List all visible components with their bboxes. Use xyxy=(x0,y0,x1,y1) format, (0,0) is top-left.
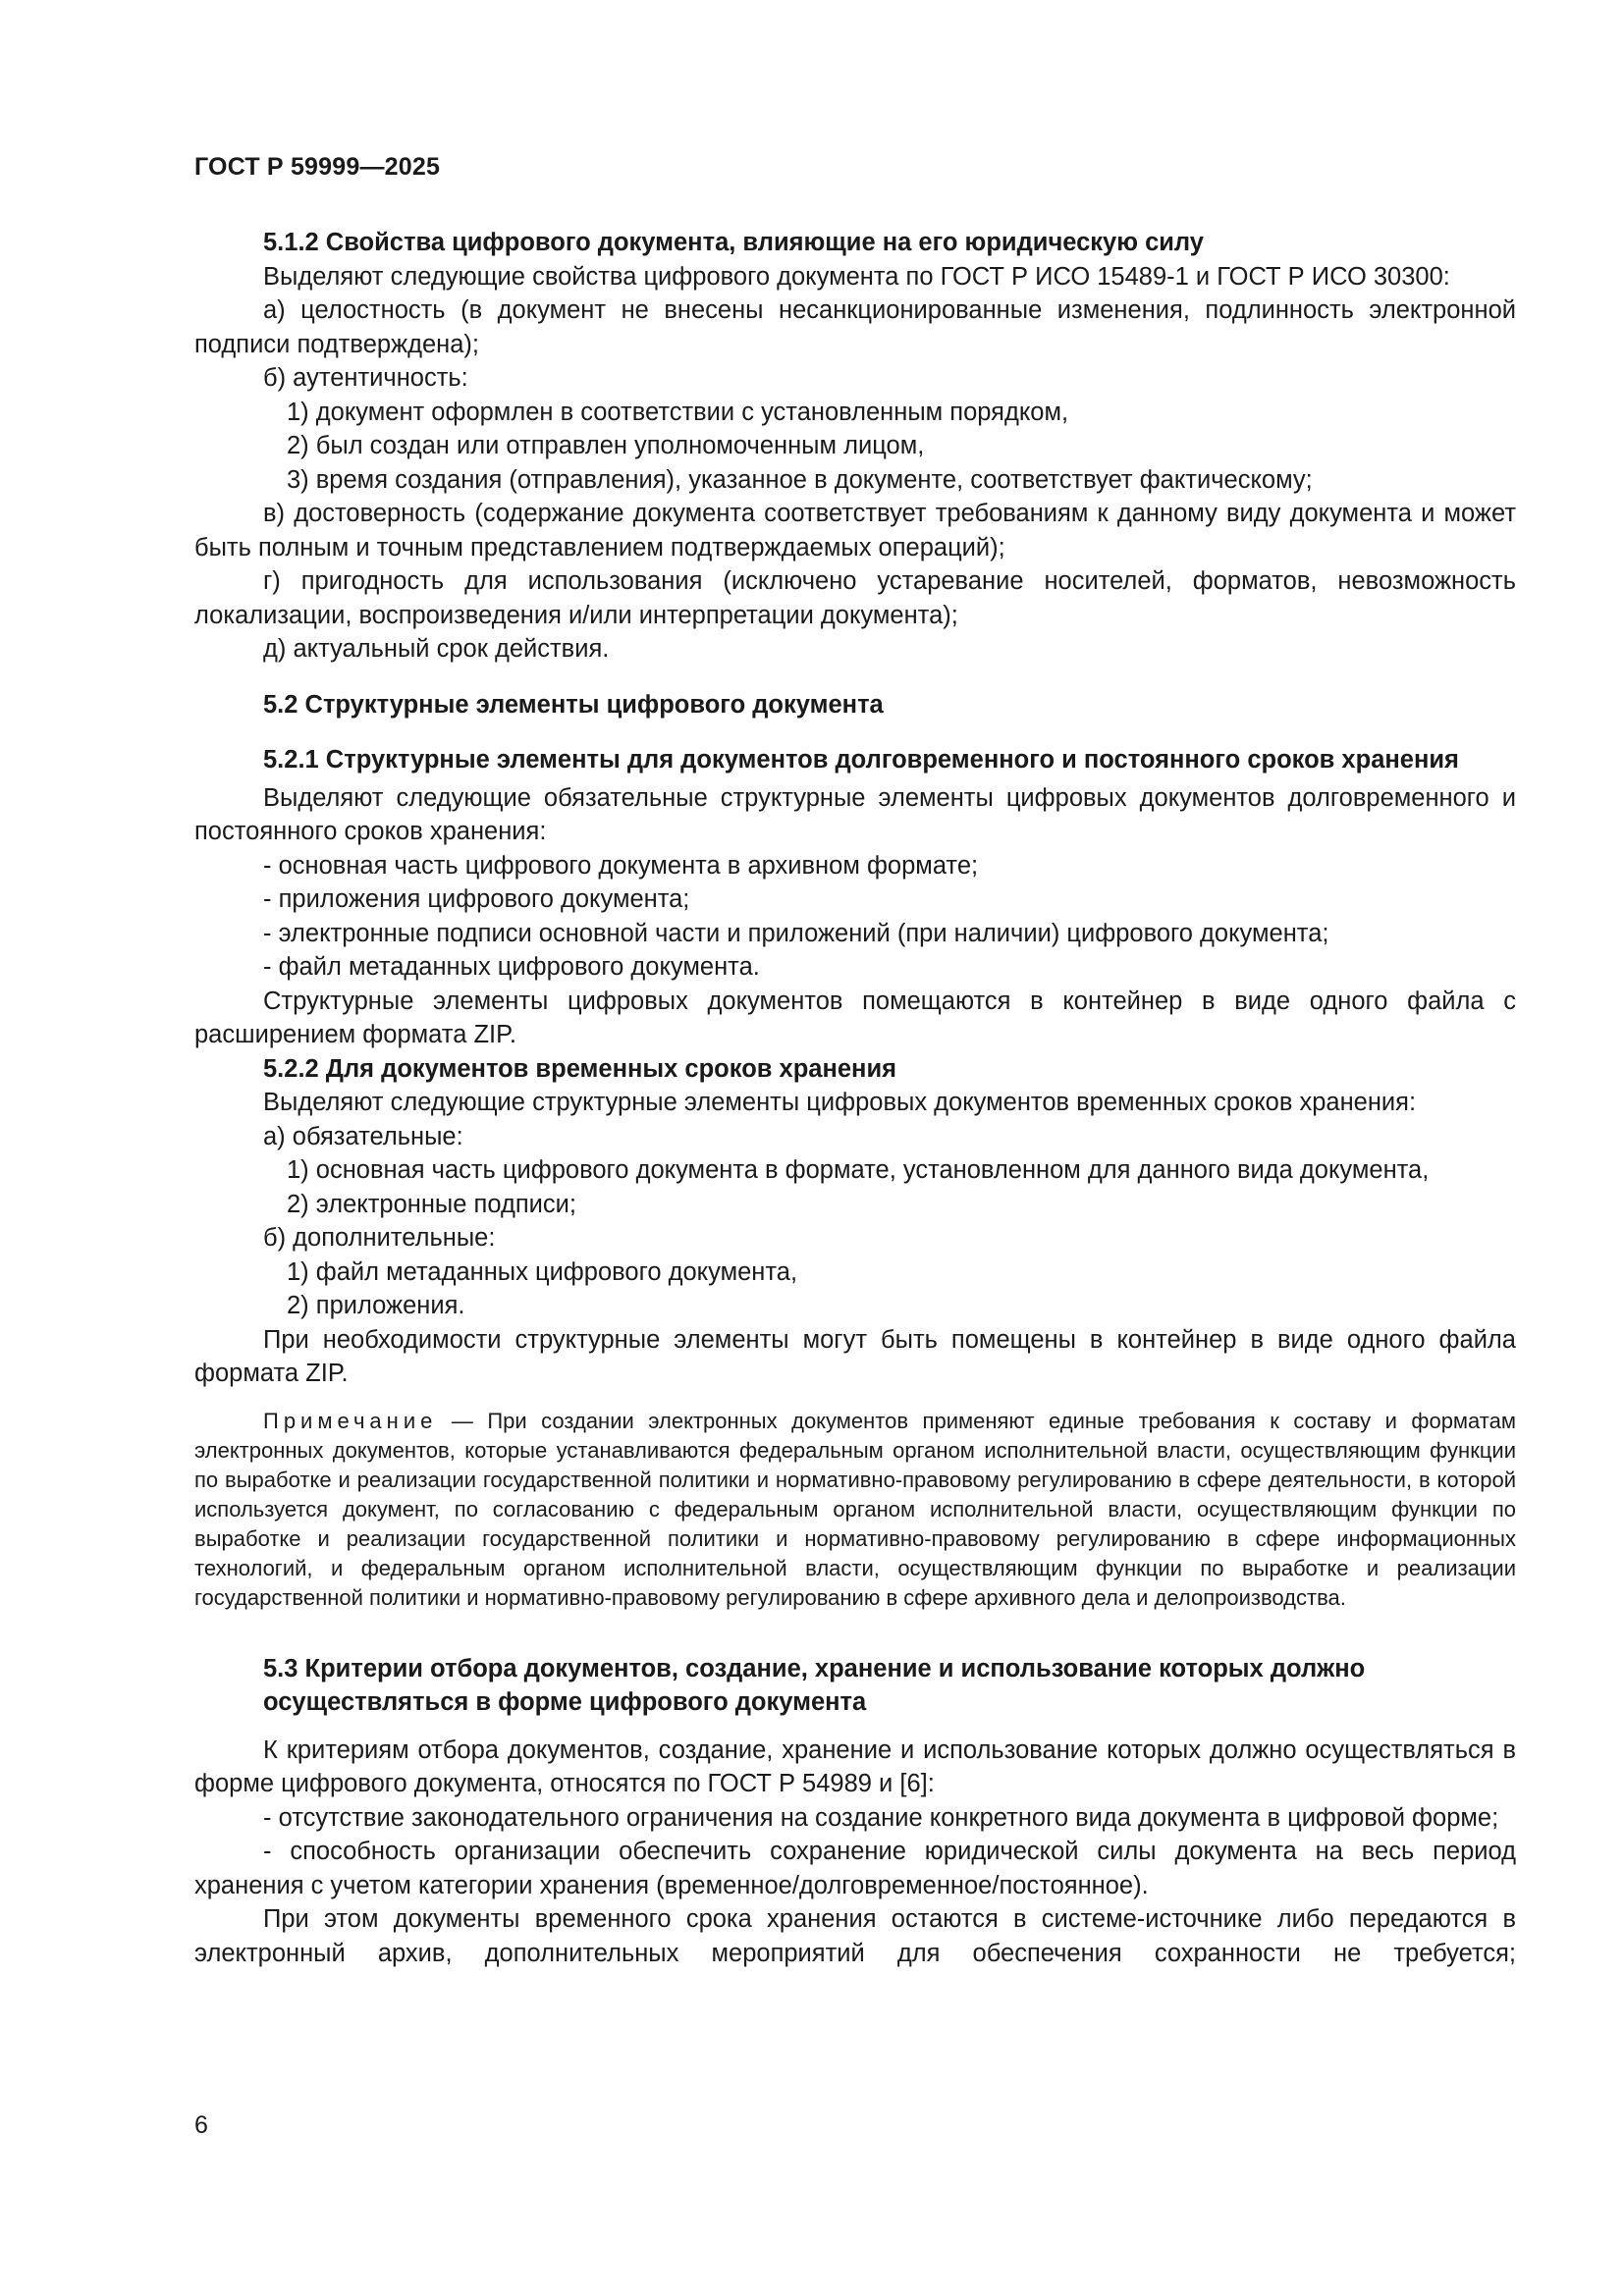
list-item: - электронные подписи основной части и приложений (при наличии) цифрового документа; xyxy=(263,919,1329,947)
sublist-item-1: 1) документ оформлен в соответствии с установленным порядком, xyxy=(287,398,1069,426)
list-item-mandatory: а) обязательные: xyxy=(263,1122,463,1150)
list-item: - файл метаданных цифрового документа. xyxy=(263,953,760,981)
list-item-validity: д) актуальный срок действия. xyxy=(263,635,610,663)
page-number: 6 xyxy=(194,2111,208,2139)
note-paragraph xyxy=(194,1407,1516,1613)
section-5-3-intro: К критериям отбора документов, создание, хранение и использование которых должно осуществляться в форме цифрового документа, относятся по ГОСТ Р 54989 и [6]: xyxy=(194,1735,1516,1797)
list-item: - отсутствие законодательного ограничения на создание конкретного вида документа в цифровой форме; xyxy=(263,1803,1499,1832)
sublist-item-2: 2) приложения. xyxy=(287,1292,465,1319)
sublist-item-1: 1) основная часть цифрового документа в формате, установленном для данного вида документа, xyxy=(287,1156,1430,1184)
sublist-item-2: 2) электронные подписи; xyxy=(287,1190,576,1218)
list-item-authenticity: б) аутентичность: xyxy=(263,364,468,392)
section-5-2-2-intro: Выделяют следующие структурные элементы цифровых документов временных сроков хранения: xyxy=(263,1089,1417,1116)
section-5-1-2-heading: 5.1.2 Свойства цифрового документа, влияющие на его юридическую силу xyxy=(263,229,1204,256)
list-item: - основная часть цифрового документа в архивном формате; xyxy=(263,851,979,880)
list-item-optional: б) дополнительные: xyxy=(263,1224,496,1252)
list-item: - приложения цифрового документа; xyxy=(263,885,690,913)
section-5-2-1-outro: Структурные элементы цифровых документов помещаются в контейнер в виде одного файла с расширением формата ZIP. xyxy=(194,987,1516,1048)
section-5-1-2-intro: Выделяют следующие свойства цифрового документа по ГОСТ Р ИСО 15489-1 и ГОСТ Р ИСО 30300: xyxy=(263,262,1450,291)
sublist-item-3: 3) время создания (отправления), указанное в документе, соответствует фактическому; xyxy=(287,465,1313,494)
document-body xyxy=(194,226,1516,1970)
list-item-usability: г) пригодность для использования (исключено устаревание носителей, форматов, невозможность локализации, воспроизведения и/или интерпретации документа); xyxy=(194,567,1516,629)
list-item-reliability: в) достоверность (содержание документа соответствует требованиям к данному виду документа и может быть полным и точным представлением подтверждаемых операций); xyxy=(194,500,1516,561)
note-text: — При создании электронных документов применяют единые требования к составу и форматам электронных документов, которые устанавливаются федеральным органом исполнительной власти, осуществляющим функции по выработке и реализации государственной политики и нормативно-правовому регулированию в сфере деятельности, в которой используется документ, по согласованию с федеральным органом исполнительной власти, осуществляющим функции по выработке и реализации государственной политики и нормативно-правовому регулированию в сфере информационных технологий, и федеральным органом исполнительной власти, осуществляющим функции по выработке и реализации государственной политики и нормативно-правовому регулированию в сфере архивного дела и делопроизводства. xyxy=(194,1408,1516,1610)
list-item-integrity: а) целостность (в документ не внесены несанкционированные изменения, подлинность электронной подписи подтверждена); xyxy=(194,296,1516,358)
section-5-3-last-paragraph: При этом документы временного срока хранения остаются в системе-источнике либо передаются в электронный архив, дополнительных мероприятий для обеспечения сохранности не требуется; xyxy=(194,1905,1516,1967)
section-5-2-1-heading: 5.2.1 Структурные элементы для документов долговременного и постоянного сроков хранения xyxy=(263,746,1459,774)
section-5-2-heading: 5.2 Структурные элементы цифрового документа xyxy=(263,690,884,719)
note-label: Примечание xyxy=(263,1408,438,1433)
sublist-item-2: 2) был создан или отправлен уполномоченным лицом, xyxy=(287,432,925,459)
list-item: - способность организации обеспечить сохранение юридической силы документа на весь период хранения с учетом категории хранения (временное/долговременное/постоянное). xyxy=(194,1838,1516,1899)
document-header-id: ГОСТ Р 59999—2025 xyxy=(194,153,441,181)
section-5-2-2-heading: 5.2.2 Для документов временных сроков хранения xyxy=(263,1054,897,1083)
section-5-3-heading: 5.3 Критерии отбора документов, создание, хранение и использование которых должно осуществляться в форме цифрового документа xyxy=(263,1654,1366,1716)
section-5-2-1-intro: Выделяют следующие обязательные структурные элементы цифровых документов долговременного и постоянного сроков хранения: xyxy=(194,783,1516,845)
section-5-2-2-outro: При необходимости структурные элементы могут быть помещены в контейнер в виде одного файла формата ZIP. xyxy=(194,1325,1516,1387)
sublist-item-1: 1) файл метаданных цифрового документа, xyxy=(287,1257,798,1286)
